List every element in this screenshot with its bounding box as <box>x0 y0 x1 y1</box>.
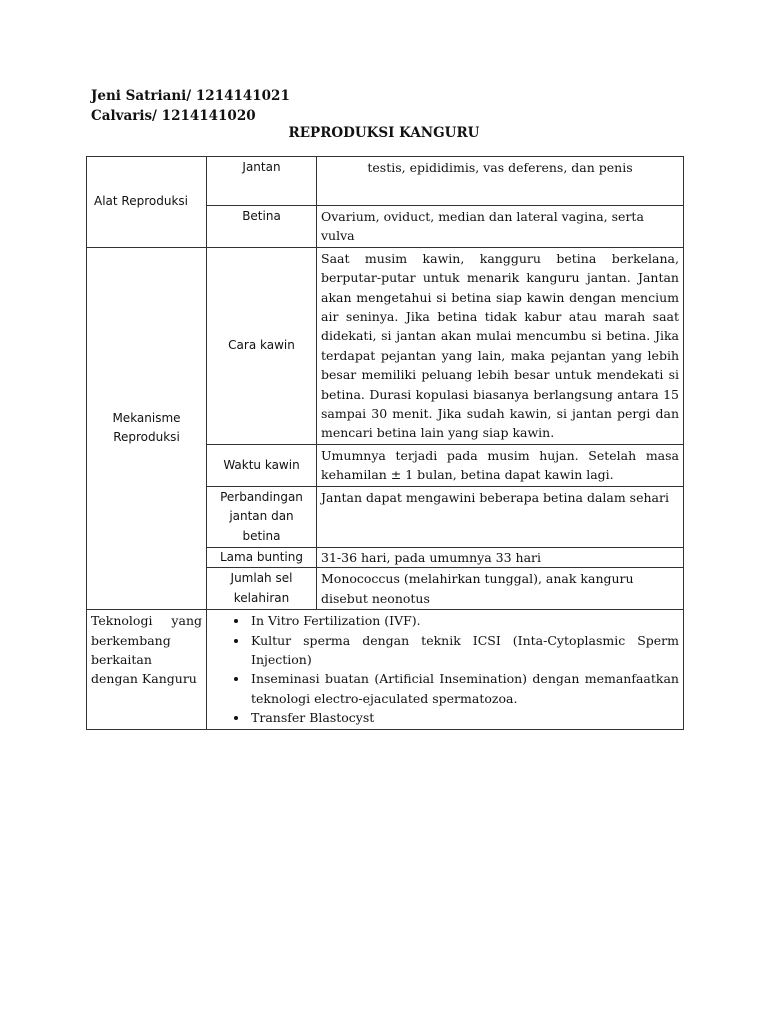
mekanisme-reproduksi-label: Mekanisme Reproduksi <box>87 247 207 609</box>
betina-label: Betina <box>207 206 317 248</box>
jumlah-sel-label: Jumlah sel kelahiran <box>207 568 317 610</box>
lama-bunting-label: Lama bunting <box>207 547 317 567</box>
list-item: • Kultur sperma dengan teknik ICSI (Inta-Cytoplasmic Sperm Injection) <box>249 631 679 670</box>
list-item: • In Vitro Fertilization (IVF). <box>249 611 679 630</box>
author-line-2: Calvaris/ 1214141020 <box>91 108 256 124</box>
list-item: • Inseminasi buatan (Artificial Insemination) dengan memanfaatkan teknologi electro-ejaculated spermatozoa. <box>249 669 679 708</box>
author-line-1: Jeni Satriani/ 1214141021 <box>91 88 290 104</box>
teknologi-list-cell <box>207 610 684 729</box>
cara-kawin-value: Saat musim kawin, kangguru betina berkelana, berputar-putar untuk menarik kanguru jantan. Jantan akan mengetahui si betina siap kawin dengan mencium air seninya. Jika betina tidak kabur atau marah saat didekati, si jantan akan mulai mencumbu si betina. Jika terdapat pejantan yang lain, maka pejantan yang lebih besar memiliki peluang lebih besar untuk mendekati si betina. Durasi kopulasi biasanya berlangsung antara 15 sampai 30 menit. Jika sudah kawin, si jantan pergi dan mencari betina lain yang siap kawin. <box>317 247 684 444</box>
jantan-label: Jantan <box>207 157 317 206</box>
jumlah-sel-value: Monococcus (melahirkan tunggal), anak kanguru disebut neonotus <box>317 568 684 610</box>
lama-bunting-value: 31-36 hari, pada umumnya 33 hari <box>317 547 684 567</box>
waktu-kawin-label: Waktu kawin <box>207 444 317 486</box>
table-row <box>87 157 684 206</box>
author-header <box>91 86 290 126</box>
list-item: • Transfer Blastocyst <box>249 708 679 727</box>
perbandingan-label: Perbandingan jantan dan betina <box>207 486 317 547</box>
betina-value: Ovarium, oviduct, median dan lateral vagina, serta vulva <box>317 206 684 248</box>
cara-kawin-label: Cara kawin <box>207 247 317 444</box>
waktu-kawin-value: Umumnya terjadi pada musim hujan. Setelah masa kehamilan ± 1 bulan, betina dapat kawin lagi. <box>317 444 684 486</box>
table-row <box>87 247 684 444</box>
reproduction-table <box>86 156 684 730</box>
alat-reproduksi-label: Alat Reproduksi <box>87 157 207 248</box>
jantan-value: testis, epididimis, vas deferens, dan penis <box>317 157 684 206</box>
teknologi-list <box>211 611 679 727</box>
perbandingan-value: Jantan dapat mengawini beberapa betina dalam sehari <box>317 486 684 547</box>
document-title: REPRODUKSI KANGURU <box>288 125 480 141</box>
table-row <box>87 610 684 729</box>
teknologi-label: Teknologi yang berkembang berkaitan dengan Kanguru <box>87 610 207 729</box>
